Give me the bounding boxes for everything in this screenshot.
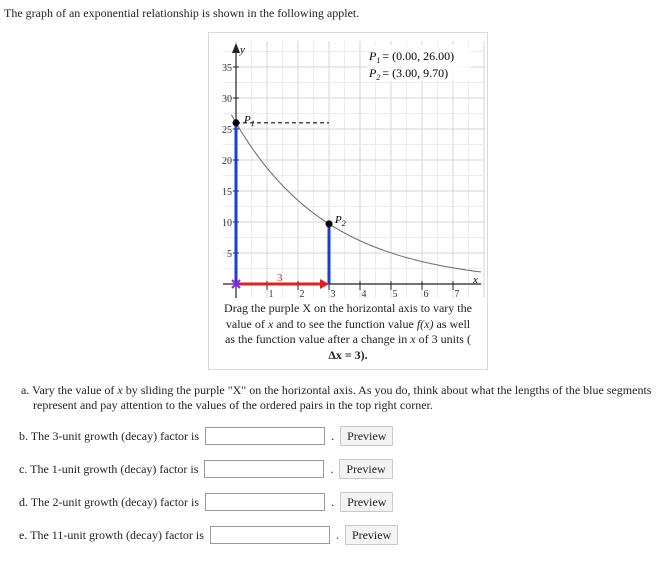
question-b-dot: .: [331, 428, 335, 443]
y-tick-label: 35: [222, 63, 232, 74]
intro-text: The graph of an exponential relationship is shown in the following applet.: [4, 6, 360, 20]
p1-readout-label: P: [369, 49, 377, 63]
p2-readout-sub: 2: [376, 73, 381, 82]
y-tick-label: 25: [222, 125, 232, 136]
point-p1: [233, 119, 240, 126]
y-tick-label: 10: [222, 218, 232, 229]
caption-line-4: Δx = 3).: [328, 347, 368, 362]
preview-e-button[interactable]: Preview: [345, 525, 398, 545]
p2-readout-value: = (3.00, 9.70): [382, 66, 449, 80]
answer-e-input[interactable]: [210, 526, 330, 544]
exponential-curve: [231, 115, 481, 272]
applet-caption: [217, 301, 479, 363]
answer-c-input[interactable]: [204, 460, 324, 478]
question-c-dot: .: [330, 461, 334, 476]
exponential-graph[interactable]: [209, 33, 487, 303]
answer-b-input[interactable]: [205, 427, 325, 445]
x-tick-label: 2: [299, 289, 305, 300]
x-tick-label: 6: [423, 289, 429, 300]
p1-readout: [367, 45, 471, 82]
question-b-label: b. The 3-unit growth (decay) factor is: [19, 428, 200, 443]
question-e-dot: .: [335, 527, 339, 542]
p2-label-text: P: [335, 214, 342, 226]
caption-line-3: as the function value after a change in x of 3 units (: [225, 332, 471, 346]
x-tick-label: 1: [268, 289, 274, 300]
caption-line-2: value of x and to see the function value f(x) as well: [225, 316, 471, 331]
p1-readout-sub: 1: [376, 56, 381, 65]
p2-label-sub: 2: [341, 219, 346, 228]
question-e-label: e. The 11-unit growth (decay) factor is: [19, 527, 204, 542]
p1-label-sub: 1: [250, 119, 255, 128]
p1-readout-value: = (0.00, 26.00): [382, 49, 455, 63]
preview-d-button[interactable]: Preview: [340, 492, 393, 512]
x-tick-label: 5: [392, 289, 398, 300]
caption-line-1: Drag the purple X on the horizontal axis to vary the: [224, 301, 472, 315]
curve-layer: [231, 115, 481, 272]
p1-label-text: P: [244, 114, 251, 126]
question-d-dot: .: [331, 494, 335, 509]
p2-label: [334, 214, 346, 228]
answer-d-input[interactable]: [205, 493, 325, 511]
p2-readout-label: P: [369, 66, 377, 80]
x-tick-label: 3: [330, 289, 336, 300]
question-d-label: d. The 2-unit growth (decay) factor is: [19, 494, 200, 509]
delta-label: 3: [277, 272, 283, 284]
x-tick-label: 4: [361, 289, 367, 300]
point-p2: [326, 220, 333, 227]
y-tick-label: 5: [227, 249, 232, 260]
preview-c-button[interactable]: Preview: [339, 459, 392, 479]
question-a: a. Vary the value of x by sliding the purple "X" on the horizontal axis. As you do, think about what the lengths of the blue segments represent and pay attention to the values of the ordered pairs in the top right corner.: [21, 383, 652, 412]
x-tick-label: 7: [454, 289, 460, 300]
question-d: [19, 492, 393, 512]
y-axis-label: y: [240, 44, 245, 56]
x-axis-label: x: [473, 274, 478, 286]
preview-b-button[interactable]: Preview: [340, 426, 393, 446]
y-tick-label: 15: [222, 187, 232, 198]
y-tick-label: 20: [222, 156, 232, 167]
y-axis-arrow: [232, 43, 240, 53]
question-c-label: c. The 1-unit growth (decay) factor is: [19, 461, 199, 476]
p1-label: [243, 114, 255, 128]
question-b: [19, 426, 393, 446]
question-c: [19, 459, 393, 479]
question-e: [19, 525, 398, 545]
y-tick-label: 30: [222, 94, 232, 105]
